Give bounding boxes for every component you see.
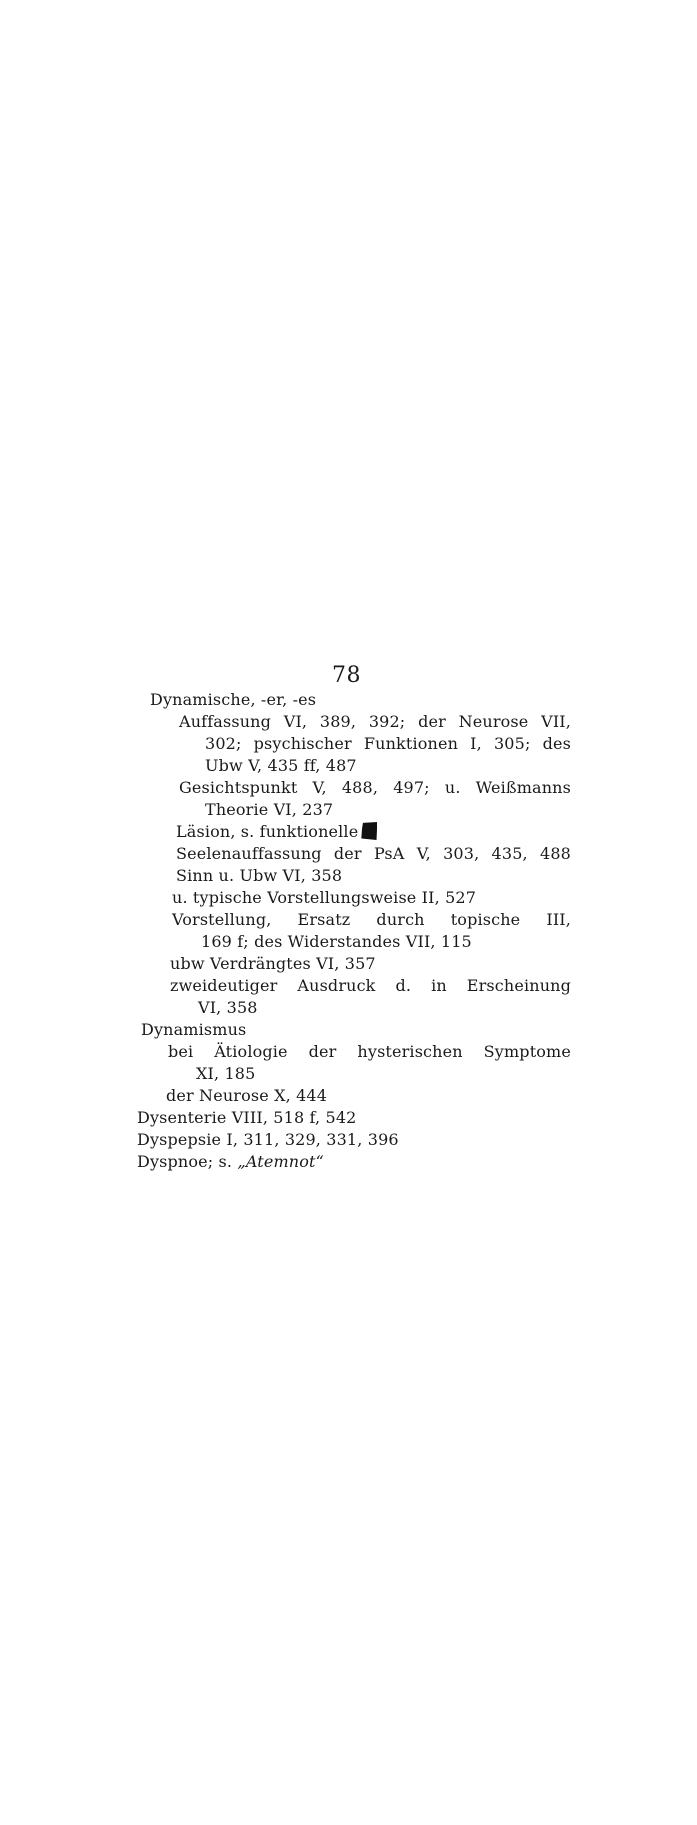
index-subentry: ubw Verdrängtes VI, 357 <box>170 954 376 973</box>
index-continuation: XI, 185 <box>196 1064 256 1083</box>
index-entry-text: Dyspnoe; s. <box>137 1152 238 1171</box>
index-continuation: 169 f; des Widerstandes VII, 115 <box>201 932 472 951</box>
index-entry-heading: Dynamismus <box>141 1020 247 1039</box>
index-subentry: Vorstellung, Ersatz durch topische III, <box>172 910 571 929</box>
index-entry-heading: Dyspepsie I, 311, 329, 331, 396 <box>137 1130 399 1149</box>
page-number: 78 <box>332 663 361 688</box>
index-subentry: Gesichtspunkt V, 488, 497; u. Weißmanns <box>179 778 571 797</box>
index-entry-heading <box>137 1152 324 1172</box>
index-subentry: Auffassung VI, 389, 392; der Neurose VII, <box>179 712 571 731</box>
index-entry-heading: Dysenterie VIII, 518 f, 542 <box>137 1108 357 1127</box>
index-subentry-text: Läsion, s. funktionelle <box>176 822 359 841</box>
ink-blot-mark <box>361 822 377 840</box>
index-subentry: Seelenauffassung der PsA V, 303, 435, 488 <box>176 844 571 863</box>
index-subentry: der Neurose X, 444 <box>166 1086 328 1105</box>
index-subentry: zweideutiger Ausdruck d. in Erscheinung <box>170 976 571 995</box>
index-continuation: VI, 358 <box>198 998 258 1017</box>
index-subentry: bei Ätiologie der hysterischen Symptome <box>168 1042 571 1061</box>
index-subentry: u. typische Vorstellungsweise II, 527 <box>172 888 477 907</box>
index-entry-heading: Dynamische, -er, -es <box>150 690 317 709</box>
index-subentry: Sinn u. Ubw VI, 358 <box>176 866 343 885</box>
cross-reference: „Atemnot“ <box>237 1152 324 1171</box>
index-continuation: Ubw V, 435 ff, 487 <box>205 756 357 775</box>
index-continuation: 302; psychischer Funktionen I, 305; des <box>205 734 571 753</box>
index-subentry <box>176 822 377 842</box>
index-continuation: Theorie VI, 237 <box>205 800 334 819</box>
